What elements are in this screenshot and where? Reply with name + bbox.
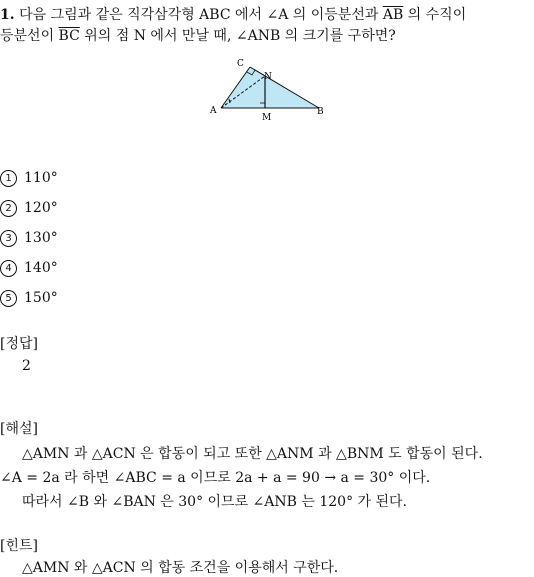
choice-number-1: 1 xyxy=(0,170,17,187)
label-a: A xyxy=(210,106,217,116)
label-c: C xyxy=(237,59,244,69)
hint-header: [힌트] xyxy=(0,538,38,554)
choice-number-4: 4 xyxy=(0,260,17,277)
answer-header: [정답] xyxy=(0,336,38,352)
question-number: 1. xyxy=(0,7,15,23)
label-b: B xyxy=(317,107,324,117)
solution-line-3: 따라서 ∠B 와 ∠BAN 은 30° 이므로 ∠ANB 는 120° 가 된다. xyxy=(22,494,408,510)
question-text-1b: 의 수직이 xyxy=(403,7,467,23)
choice-4[interactable] xyxy=(0,260,58,277)
question-line-2 xyxy=(0,27,396,45)
question-text-2b: 위의 점 N 에서 만날 때, ∠ANB 의 크기를 구하면? xyxy=(79,28,396,44)
choice-2[interactable] xyxy=(0,200,58,217)
label-m: M xyxy=(262,113,272,123)
choice-text-1: 110° xyxy=(24,170,58,186)
label-n: N xyxy=(264,72,272,82)
solution-line-2: ∠A = 2a 라 하면 ∠ABC = a 이므로 2a + a = 90 → a = 30° 이다. xyxy=(0,470,431,486)
answer-value: 2 xyxy=(22,358,31,374)
choice-text-4: 140° xyxy=(24,260,58,276)
solution-line-1: △AMN 과 △ACN 은 합동이 되고 또한 △ANM 과 △BNM 도 합동이 된다. xyxy=(22,446,483,462)
choice-text-2: 120° xyxy=(24,200,58,216)
triangle-figure xyxy=(205,55,335,125)
question-text-1a: 다음 그림과 같은 직각삼각형 ABC 에서 ∠A 의 이등분선과 xyxy=(19,7,383,23)
question-line-1 xyxy=(0,6,466,24)
choice-text-3: 130° xyxy=(24,230,58,246)
choice-5[interactable] xyxy=(0,290,58,307)
choice-text-5: 150° xyxy=(24,290,58,306)
choice-3[interactable] xyxy=(0,230,58,247)
choice-1[interactable] xyxy=(0,170,58,187)
choice-number-5: 5 xyxy=(0,290,17,307)
hint-line-1: △AMN 와 △ACN 의 합동 조건을 이용해서 구한다. xyxy=(22,560,339,576)
solution-header: [해설] xyxy=(0,421,38,437)
choice-number-3: 3 xyxy=(0,230,17,247)
segment-ab: $\overline{AB}$ xyxy=(382,7,404,23)
choice-number-2: 2 xyxy=(0,200,17,217)
segment-bc: $\overline{BC}$ xyxy=(58,28,80,44)
question-text-2a: 등분선이 xyxy=(0,28,59,44)
